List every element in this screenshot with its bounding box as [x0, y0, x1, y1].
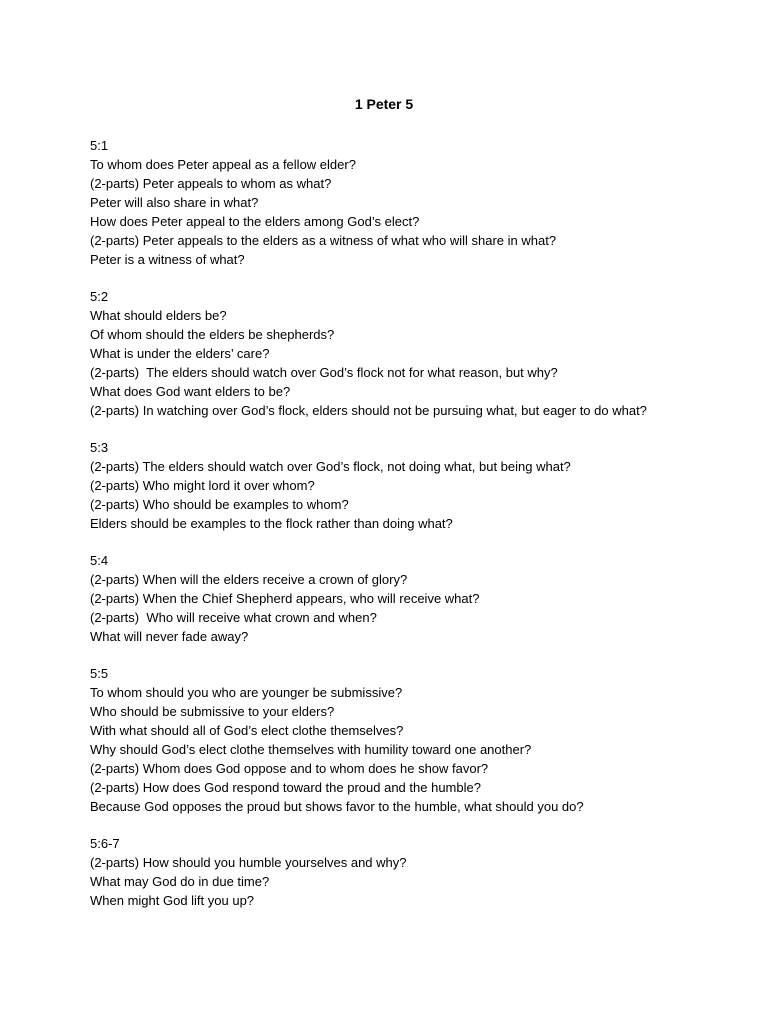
section-5-2: [90, 287, 660, 420]
question-line: What does God want elders to be?: [90, 384, 291, 399]
question-line: What will never fade away?: [90, 629, 249, 644]
question-line: (2-parts) Who will receive what crown and when?: [90, 610, 377, 625]
section-5-3: [90, 438, 660, 533]
document-body: [90, 136, 660, 928]
question-line: What should elders be?: [90, 308, 227, 323]
question-line: Of whom should the elders be shepherds?: [90, 327, 335, 342]
question-line: What is under the elders’ care?: [90, 346, 270, 361]
question-line: (2-parts) The elders should watch over God’s flock, not doing what, but being what?: [90, 459, 571, 474]
question-line: What may God do in due time?: [90, 874, 270, 889]
section-5-5: [90, 664, 660, 816]
question-line: To whom should you who are younger be submissive?: [90, 685, 403, 700]
document-title: 1 Peter 5: [354, 96, 414, 112]
question-line: (2-parts) When the Chief Shepherd appears, who will receive what?: [90, 591, 480, 606]
question-line: Why should God’s elect clothe themselves with humility toward one another?: [90, 742, 532, 757]
question-line: (2-parts) How should you humble yourselves and why?: [90, 855, 407, 870]
question-line: (2-parts) The elders should watch over God’s flock not for what reason, but why?: [90, 365, 558, 380]
question-line: With what should all of God’s elect clothe themselves?: [90, 723, 404, 738]
question-line: (2-parts) Peter appeals to the elders as a witness of what who will share in what?: [90, 233, 557, 248]
section-5-1: [90, 136, 660, 269]
question-line: (2-parts) Peter appeals to whom as what?: [90, 176, 332, 191]
question-line: Elders should be examples to the flock rather than doing what?: [90, 516, 453, 531]
question-line: When might God lift you up?: [90, 893, 255, 908]
question-line: Because God opposes the proud but shows favor to the humble, what should you do?: [90, 799, 584, 814]
question-line: Peter is a witness of what?: [90, 252, 245, 267]
question-line: How does Peter appeal to the elders among God’s elect?: [90, 214, 420, 229]
section-heading: 5:3: [90, 440, 109, 455]
question-line: (2-parts) Who should be examples to whom?: [90, 497, 349, 512]
question-line: (2-parts) In watching over God’s flock, elders should not be pursuing what, but eager to do what?: [90, 403, 647, 418]
question-line: (2-parts) Who might lord it over whom?: [90, 478, 315, 493]
section-heading: 5:5: [90, 666, 109, 681]
section-heading: 5:1: [90, 138, 109, 153]
question-line: Who should be submissive to your elders?: [90, 704, 335, 719]
section-5-6-7: [90, 834, 660, 910]
question-line: (2-parts) How does God respond toward the proud and the humble?: [90, 780, 481, 795]
section-heading: 5:2: [90, 289, 109, 304]
question-line: To whom does Peter appeal as a fellow elder?: [90, 157, 356, 172]
question-line: (2-parts) When will the elders receive a crown of glory?: [90, 572, 408, 587]
question-line: (2-parts) Whom does God oppose and to whom does he show favor?: [90, 761, 489, 776]
question-line: Peter will also share in what?: [90, 195, 259, 210]
section-heading: 5:4: [90, 553, 109, 568]
section-5-4: [90, 551, 660, 646]
section-heading: 5:6-7: [90, 836, 120, 851]
